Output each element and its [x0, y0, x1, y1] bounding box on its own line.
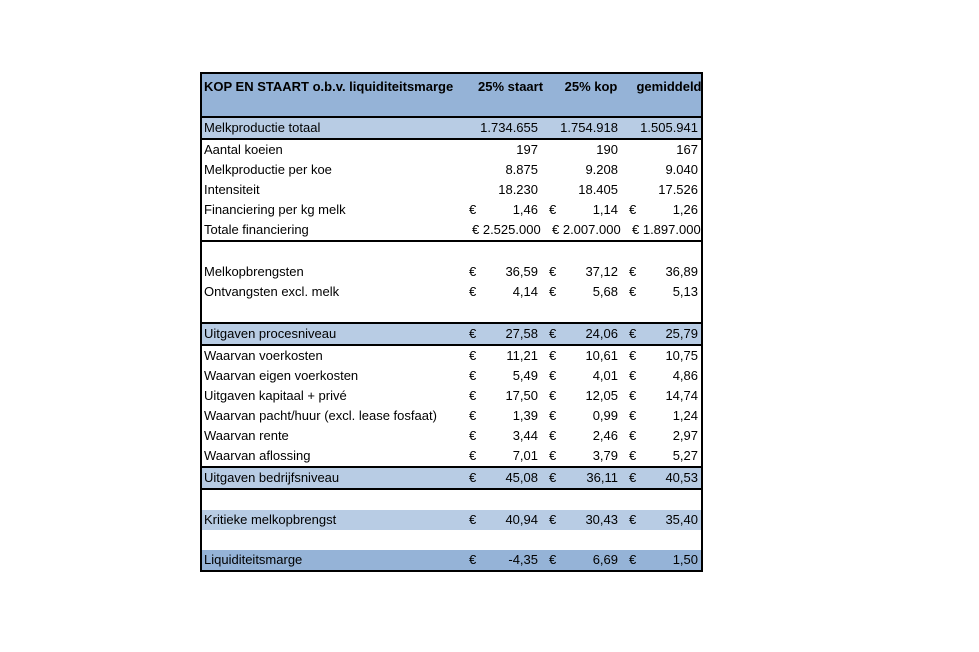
value-25-staart: 40,94 — [505, 512, 538, 527]
value-25-staart: 1,39 — [512, 408, 538, 423]
value-25-staart: 17,50 — [505, 388, 538, 403]
value-gemiddeld: 1,50 — [672, 552, 698, 567]
empty-row — [202, 302, 701, 322]
value-gemiddeld: 17.526 — [658, 182, 698, 197]
euro-sign: € — [629, 448, 637, 463]
value-gemiddeld: 14,74 — [665, 388, 698, 403]
value-25-kop: 6,69 — [592, 552, 618, 567]
euro-sign: € — [469, 264, 477, 279]
value-25-staart: 197 — [516, 142, 538, 157]
row-label: Waarvan voerkosten — [204, 348, 323, 363]
value-25-kop: 190 — [596, 142, 618, 157]
row-label: Waarvan rente — [204, 428, 289, 443]
row-label: Kritieke melkopbrengst — [204, 512, 337, 527]
value-25-kop: 9.208 — [585, 162, 618, 177]
value-25-staart: -4,35 — [508, 552, 538, 567]
table-row — [202, 550, 701, 570]
euro-sign: € — [549, 348, 557, 363]
euro-sign: € — [469, 428, 477, 443]
euro-sign: € — [549, 202, 557, 217]
euro-sign: € — [549, 428, 557, 443]
column-header-25-staart: 25% staart — [478, 79, 544, 94]
row-label: Aantal koeien — [204, 142, 283, 157]
value-25-staart: 11,21 — [506, 348, 538, 363]
value-25-kop: 18.405 — [578, 182, 618, 197]
column-header-25-kop: 25% kop — [564, 79, 618, 94]
euro-sign: € — [469, 388, 477, 403]
value-25-kop: 0,99 — [592, 408, 618, 423]
euro-sign: € — [629, 428, 637, 443]
value-25-kop: 1,14 — [592, 202, 618, 217]
value-gemiddeld: 9.040 — [665, 162, 698, 177]
value-25-kop: 10,61 — [585, 348, 618, 363]
value-25-kop: 24,06 — [585, 326, 618, 341]
value-25-kop: 4,01 — [592, 368, 618, 383]
euro-sign: € — [629, 408, 637, 423]
value-25-kop: 37,12 — [585, 264, 618, 279]
euro-sign: € — [549, 552, 557, 567]
value-gemiddeld: 10,75 — [665, 348, 698, 363]
spreadsheet-table — [200, 72, 703, 572]
table-row — [202, 160, 701, 180]
value-25-staart: 1.734.655 — [480, 120, 538, 135]
value-gemiddeld: 5,13 — [672, 284, 698, 299]
value-gemiddeld: 40,53 — [665, 470, 698, 485]
value-25-staart: 4,14 — [512, 284, 538, 299]
table-row — [202, 346, 701, 366]
euro-sign: € — [629, 470, 637, 485]
euro-sign: € — [629, 264, 637, 279]
euro-sign: € — [629, 202, 637, 217]
value-25-staart: 18.230 — [498, 182, 538, 197]
table-row — [202, 366, 701, 386]
empty-row — [202, 490, 701, 510]
row-label: Totale financiering — [204, 222, 309, 237]
euro-sign: € — [549, 448, 557, 463]
row-label: Intensiteit — [204, 182, 260, 197]
empty-row — [202, 242, 701, 262]
euro-sign: € — [469, 284, 477, 299]
value-25-staart: 1,46 — [512, 202, 538, 217]
table-row — [202, 322, 701, 346]
value-25-kop: 30,43 — [585, 512, 618, 527]
euro-sign: € — [469, 326, 477, 341]
value-gemiddeld: 35,40 — [665, 512, 698, 527]
row-label: Uitgaven procesniveau — [204, 326, 337, 341]
euro-sign: € — [629, 512, 637, 527]
euro-sign: € — [629, 368, 637, 383]
euro-sign: € — [469, 470, 477, 485]
table-header-row — [202, 74, 701, 118]
row-label: Financiering per kg melk — [204, 202, 346, 217]
value-gemiddeld: 1,24 — [672, 408, 698, 423]
value-25-kop: 1.754.918 — [560, 120, 618, 135]
euro-sign: € — [549, 326, 557, 341]
value-gemiddeld: 36,89 — [665, 264, 698, 279]
value-25-staart: 8.875 — [505, 162, 538, 177]
value-gemiddeld: 2,97 — [672, 428, 698, 443]
table-row — [202, 446, 701, 466]
row-label: Uitgaven bedrijfsniveau — [204, 470, 340, 485]
table-row — [202, 282, 701, 302]
table-row — [202, 262, 701, 282]
value-25-staart: 7,01 — [512, 448, 538, 463]
table-row — [202, 200, 701, 220]
euro-sign: € — [549, 388, 557, 403]
euro-sign: € — [469, 512, 477, 527]
row-label: Melkproductie totaal — [204, 120, 321, 135]
euro-sign: € — [629, 552, 637, 567]
euro-sign: € — [549, 408, 557, 423]
table-row — [202, 426, 701, 446]
value-gemiddeld: 1,26 — [672, 202, 698, 217]
euro-sign: € — [629, 284, 637, 299]
value-25-staart: 45,08 — [505, 470, 538, 485]
value-25-kop: € 2.007.000 — [552, 222, 621, 237]
value-25-staart: € 2.525.000 — [472, 222, 541, 237]
euro-sign: € — [469, 368, 477, 383]
table-row — [202, 386, 701, 406]
value-25-kop: 5,68 — [592, 284, 618, 299]
table-row — [202, 220, 701, 242]
euro-sign: € — [629, 326, 637, 341]
value-25-kop: 12,05 — [585, 388, 618, 403]
euro-sign: € — [469, 552, 477, 567]
table-row — [202, 466, 701, 490]
value-25-kop: 36,11 — [586, 470, 618, 485]
value-25-staart: 5,49 — [512, 368, 538, 383]
value-25-staart: 27,58 — [505, 326, 538, 341]
euro-sign: € — [549, 264, 557, 279]
row-label: Waarvan aflossing — [204, 448, 311, 463]
value-25-staart: 3,44 — [512, 428, 538, 443]
euro-sign: € — [469, 202, 477, 217]
row-label: Waarvan pacht/huur (excl. lease fosfaat) — [204, 408, 437, 423]
euro-sign: € — [549, 470, 557, 485]
euro-sign: € — [549, 284, 557, 299]
value-gemiddeld: 5,27 — [672, 448, 698, 463]
euro-sign: € — [549, 512, 557, 527]
row-label: Melkproductie per koe — [204, 162, 332, 177]
table-title: KOP EN STAART o.b.v. liquiditeitsmarge — [204, 79, 454, 94]
row-label: Waarvan eigen voerkosten — [204, 368, 359, 383]
column-header-gemiddeld: gemiddeld — [636, 79, 702, 94]
row-label: Melkopbrengsten — [204, 264, 304, 279]
value-gemiddeld: 1.505.941 — [640, 120, 698, 135]
table-row — [202, 140, 701, 160]
row-label: Liquiditeitsmarge — [204, 552, 303, 567]
value-gemiddeld: 4,86 — [672, 368, 698, 383]
table-row — [202, 118, 701, 140]
value-25-kop: 3,79 — [592, 448, 618, 463]
euro-sign: € — [549, 368, 557, 383]
value-gemiddeld: 25,79 — [665, 326, 698, 341]
value-gemiddeld: 167 — [676, 142, 698, 157]
table-row — [202, 406, 701, 426]
value-25-staart: 36,59 — [505, 264, 538, 279]
euro-sign: € — [469, 448, 477, 463]
row-label: Ontvangsten excl. melk — [204, 284, 340, 299]
euro-sign: € — [629, 388, 637, 403]
table-row — [202, 510, 701, 530]
value-gemiddeld: € 1.897.000 — [632, 222, 701, 237]
empty-row — [202, 530, 701, 550]
euro-sign: € — [629, 348, 637, 363]
euro-sign: € — [469, 408, 477, 423]
euro-sign: € — [469, 348, 477, 363]
row-label: Uitgaven kapitaal + privé — [204, 388, 347, 403]
value-25-kop: 2,46 — [592, 428, 618, 443]
table-row — [202, 180, 701, 200]
